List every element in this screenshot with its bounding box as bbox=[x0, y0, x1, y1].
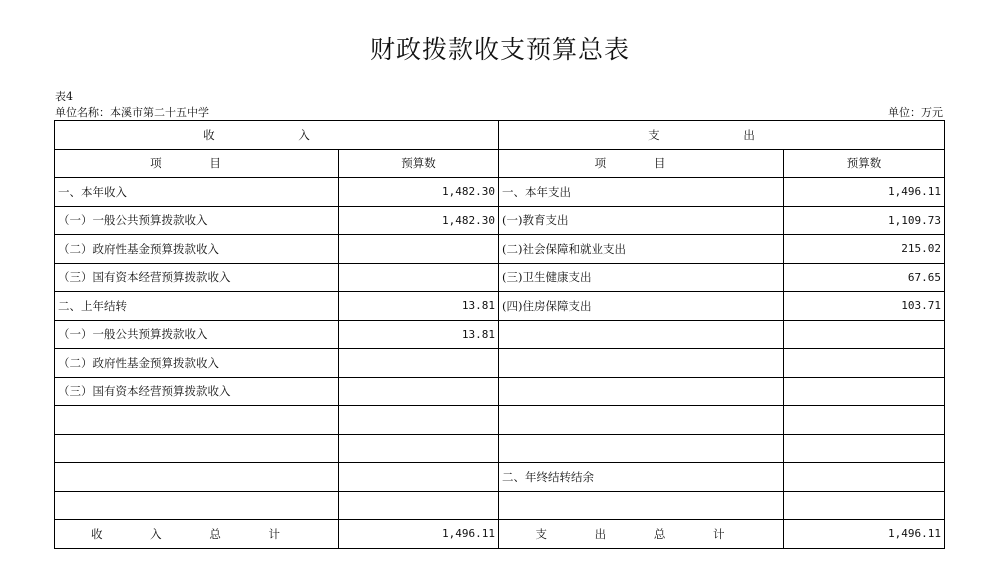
income-item-cell: （二）政府性基金预算拨款收入 bbox=[55, 235, 339, 264]
income-value-cell: 13.81 bbox=[339, 320, 499, 349]
income-total-label: 收 入 总 计 bbox=[55, 520, 339, 549]
section-header-row bbox=[55, 121, 945, 150]
income-budget-header: 预算数 bbox=[339, 149, 499, 178]
expense-value-cell bbox=[784, 349, 945, 378]
table-row bbox=[55, 178, 945, 207]
table-row bbox=[55, 406, 945, 435]
expense-value-cell bbox=[784, 377, 945, 406]
expense-item-cell: 一、本年支出 bbox=[499, 178, 784, 207]
income-section-header: 收 入 bbox=[55, 121, 499, 150]
expense-value-cell: 1,109.73 bbox=[784, 206, 945, 235]
income-item-cell bbox=[55, 463, 339, 492]
income-item-cell: （三）国有资本经营预算拨款收入 bbox=[55, 377, 339, 406]
income-value-cell bbox=[339, 434, 499, 463]
income-value-cell: 1,482.30 bbox=[339, 206, 499, 235]
expense-item-cell bbox=[499, 406, 784, 435]
table-row bbox=[55, 491, 945, 520]
expense-item-cell: (一)教育支出 bbox=[499, 206, 784, 235]
income-item-cell: （一）一般公共预算拨款收入 bbox=[55, 320, 339, 349]
budget-table bbox=[54, 120, 945, 549]
table-row bbox=[55, 206, 945, 235]
expense-item-cell: (三)卫生健康支出 bbox=[499, 263, 784, 292]
income-item-cell: 二、上年结转 bbox=[55, 292, 339, 321]
column-header-row bbox=[55, 149, 945, 178]
expense-item-cell: (二)社会保障和就业支出 bbox=[499, 235, 784, 264]
table-row bbox=[55, 349, 945, 378]
income-value-cell bbox=[339, 491, 499, 520]
table-number: 表4 bbox=[55, 90, 73, 103]
expense-value-cell: 103.71 bbox=[784, 292, 945, 321]
expense-value-cell bbox=[784, 434, 945, 463]
income-value-cell bbox=[339, 377, 499, 406]
expense-value-cell: 215.02 bbox=[784, 235, 945, 264]
income-value-cell: 1,482.30 bbox=[339, 178, 499, 207]
income-value-cell bbox=[339, 349, 499, 378]
expense-item-cell: 二、年终结转结余 bbox=[499, 463, 784, 492]
income-item-cell bbox=[55, 434, 339, 463]
expense-budget-header: 预算数 bbox=[784, 149, 945, 178]
expense-value-cell bbox=[784, 491, 945, 520]
income-value-cell bbox=[339, 235, 499, 264]
expense-item-cell: (四)住房保障支出 bbox=[499, 292, 784, 321]
page-title: 财政拨款收支预算总表 bbox=[369, 35, 630, 64]
currency-unit: 单位：万元 bbox=[888, 106, 943, 119]
income-item-cell bbox=[55, 406, 339, 435]
table-row bbox=[55, 377, 945, 406]
expense-item-cell bbox=[499, 377, 784, 406]
income-item-cell: 一、本年收入 bbox=[55, 178, 339, 207]
income-item-header: 项 目 bbox=[55, 149, 339, 178]
expense-item-cell bbox=[499, 491, 784, 520]
expense-value-cell bbox=[784, 463, 945, 492]
income-total-value: 1,496.11 bbox=[339, 520, 499, 549]
expense-value-cell bbox=[784, 320, 945, 349]
income-item-cell bbox=[55, 491, 339, 520]
expense-value-cell bbox=[784, 406, 945, 435]
table-row bbox=[55, 263, 945, 292]
income-value-cell: 13.81 bbox=[339, 292, 499, 321]
income-item-cell: （一）一般公共预算拨款收入 bbox=[55, 206, 339, 235]
table-row bbox=[55, 434, 945, 463]
expense-section-header: 支 出 bbox=[499, 121, 945, 150]
expense-total-value: 1,496.11 bbox=[784, 520, 945, 549]
table-row bbox=[55, 320, 945, 349]
totals-row bbox=[55, 520, 945, 549]
expense-value-cell: 67.65 bbox=[784, 263, 945, 292]
unit-name: 单位名称：本溪市第二十五中学 bbox=[55, 106, 209, 119]
expense-item-cell bbox=[499, 349, 784, 378]
income-value-cell bbox=[339, 263, 499, 292]
income-value-cell bbox=[339, 406, 499, 435]
table-row bbox=[55, 235, 945, 264]
expense-item-cell bbox=[499, 434, 784, 463]
income-value-cell bbox=[339, 463, 499, 492]
expense-item-cell bbox=[499, 320, 784, 349]
table-row bbox=[55, 463, 945, 492]
income-item-cell: （二）政府性基金预算拨款收入 bbox=[55, 349, 339, 378]
table-row bbox=[55, 292, 945, 321]
income-item-cell: （三）国有资本经营预算拨款收入 bbox=[55, 263, 339, 292]
expense-total-label: 支 出 总 计 bbox=[499, 520, 784, 549]
expense-item-header: 项 目 bbox=[499, 149, 784, 178]
expense-value-cell: 1,496.11 bbox=[784, 178, 945, 207]
